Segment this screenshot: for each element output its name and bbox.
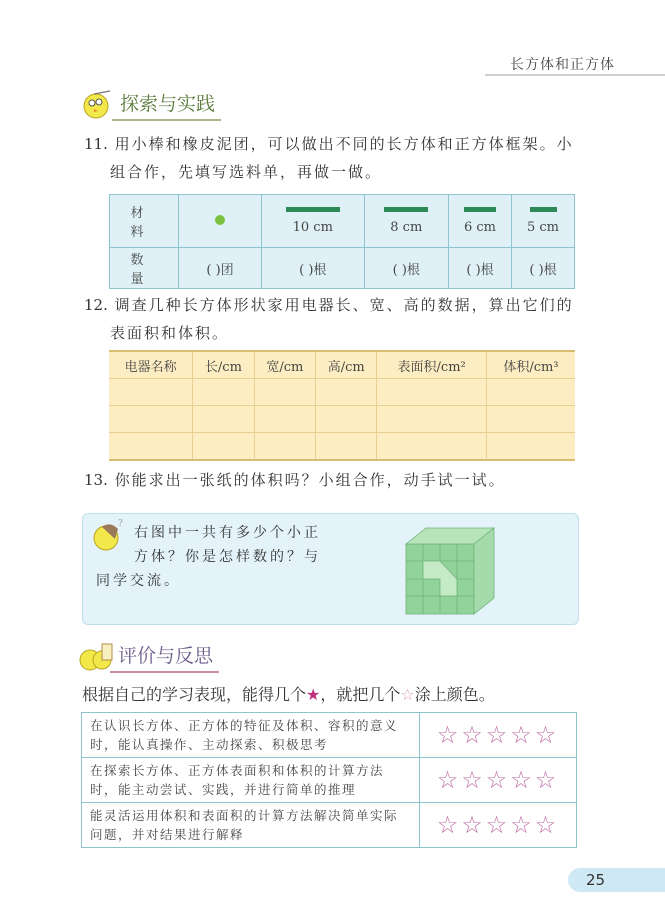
cube-stack-figure [400, 522, 500, 617]
chick-reading-icon [78, 640, 114, 670]
criterion-text: 在认识长方体、正方体的特征及体积、容积的意义时，能认真操作、主动探索、积极思考 [82, 713, 420, 758]
table-row [82, 758, 577, 803]
table-cell[interactable] [254, 433, 315, 461]
stick-icon [286, 207, 340, 212]
stick-icon [384, 207, 428, 212]
self-evaluation-table [81, 712, 577, 848]
stick-icon [530, 207, 557, 212]
question-12 [84, 291, 574, 347]
stick-icon [464, 207, 496, 212]
section-heading-reflect [78, 640, 219, 670]
page-number: 25 [568, 868, 665, 892]
section-heading-explore [80, 88, 221, 118]
criterion-text: 在探索长方体、正方体表面积和体积的计算方法时，能主动尝试、实践，并进行简单的推理 [82, 758, 420, 803]
table-row [109, 433, 575, 461]
column-header: 长/cm [193, 351, 254, 379]
question-text: 表面积和体积。 [110, 324, 230, 342]
table-cell[interactable] [316, 379, 377, 406]
question-11 [84, 130, 574, 186]
star-rating[interactable]: ☆☆☆☆☆ [420, 713, 577, 758]
table-row [82, 713, 577, 758]
question-number: 12. [84, 296, 108, 314]
table-cell[interactable] [377, 379, 486, 406]
section-title: 评价与反思 [118, 645, 214, 667]
table-cell[interactable] [254, 406, 315, 433]
quantity-cell[interactable]: ( )根 [262, 248, 365, 289]
table-row [109, 406, 575, 433]
header-divider [485, 74, 665, 76]
question-number: 11. [84, 135, 108, 153]
table-row [82, 803, 577, 848]
column-header: 高/cm [316, 351, 377, 379]
question-text: 调查几种长方体形状家用电器长、宽、高的数据，算出它们的 [114, 296, 574, 314]
empty-star-icon: ☆ [400, 685, 415, 704]
table-cell[interactable] [486, 379, 575, 406]
column-header: 表面积/cm² [377, 351, 486, 379]
question-text: 用小棒和橡皮泥团，可以做出不同的长方体和正方体框架。小 [114, 135, 574, 153]
table-cell[interactable] [486, 433, 575, 461]
appliance-table [109, 350, 575, 461]
evaluation-instruction: 根据自己的学习表现，能得几个★，就把几个☆涂上颜色。 [82, 685, 495, 704]
row-label: 材 料 [110, 195, 179, 248]
quantity-cell[interactable]: ( )根 [512, 248, 575, 289]
table-cell[interactable] [109, 379, 193, 406]
star-rating[interactable]: ☆☆☆☆☆ [420, 758, 577, 803]
question-13 [84, 466, 506, 494]
table-cell[interactable] [193, 379, 254, 406]
section-underline [110, 671, 219, 673]
quantity-cell[interactable]: ( )团 [179, 248, 262, 289]
material-stick-6cm: 6 cm [449, 195, 512, 248]
table-cell[interactable] [193, 406, 254, 433]
row-label: 数 量 [110, 248, 179, 289]
quantity-cell[interactable]: ( )根 [364, 248, 449, 289]
materials-table [109, 194, 575, 289]
question-text: 你能求出一张纸的体积吗？小组合作，动手试一试。 [114, 471, 506, 489]
section-underline [112, 119, 221, 121]
material-stick-5cm: 5 cm [512, 195, 575, 248]
column-header: 体积/cm³ [486, 351, 575, 379]
tip-text: 右图中一共有多少个小正 方体？你是怎样数的？与 同学交流。 [96, 525, 321, 589]
material-stick-10cm: 10 cm [262, 195, 365, 248]
table-row [109, 379, 575, 406]
table-cell[interactable] [486, 406, 575, 433]
question-number: 13. [84, 471, 108, 489]
material-clay [179, 195, 262, 248]
table-cell[interactable] [377, 406, 486, 433]
filled-star-icon: ★ [306, 685, 321, 704]
table-cell[interactable] [254, 379, 315, 406]
table-cell[interactable] [316, 406, 377, 433]
column-header: 电器名称 [109, 351, 193, 379]
material-stick-8cm: 8 cm [364, 195, 449, 248]
table-cell[interactable] [109, 406, 193, 433]
table-cell[interactable] [377, 433, 486, 461]
chick-mascot-icon [80, 88, 116, 118]
column-header: 宽/cm [254, 351, 315, 379]
section-title: 探索与实践 [120, 93, 216, 115]
criterion-text: 能灵活运用体积和表面积的计算方法解决简单实际问题，并对结果进行解释 [82, 803, 420, 848]
quantity-cell[interactable]: ( )根 [449, 248, 512, 289]
question-text: 组合作，先填写选料单，再做一做。 [110, 163, 383, 181]
star-rating[interactable]: ☆☆☆☆☆ [420, 803, 577, 848]
table-cell[interactable] [316, 433, 377, 461]
chapter-title: 长方体和正方体 [510, 57, 615, 73]
svg-text:?: ? [118, 519, 123, 529]
clay-ball-icon [215, 215, 225, 225]
table-cell[interactable] [193, 433, 254, 461]
table-cell[interactable] [109, 433, 193, 461]
